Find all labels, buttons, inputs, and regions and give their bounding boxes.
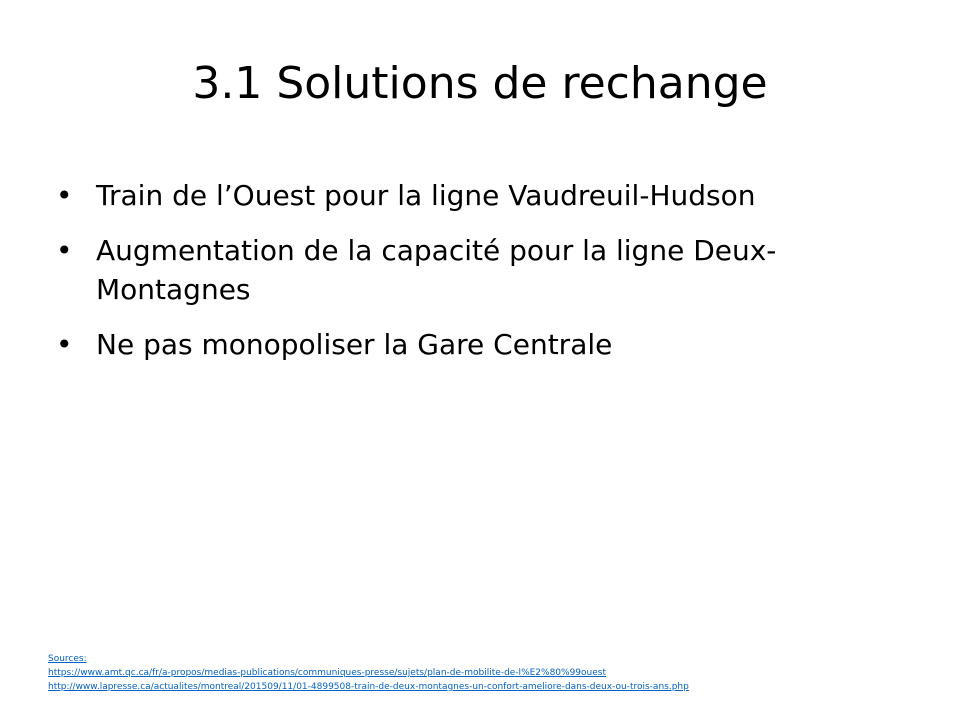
source-link-amt[interactable]: https://www.amt.qc.ca/fr/a-propos/medias-publications/communiques-presse/sujets/plan-de-mobilite-de-l%E2%80%99ouest (48, 668, 606, 678)
source-link-lapresse[interactable]: http://www.lapresse.ca/actualites/montreal/201509/11/01-4899508-train-de-deux-montagnes-un-confort-ameliore-dans-deux-ou-trois-ans.php (48, 682, 689, 692)
bullet-item (56, 231, 896, 309)
sources-label-link[interactable]: Sources: (48, 654, 87, 664)
sources-block (48, 652, 738, 694)
bullet-text: Augmentation de la capacité pour la ligne Deux-Montagnes (96, 234, 777, 306)
bullet-item (56, 325, 896, 364)
bullet-text: Ne pas monopoliser la Gare Centrale (96, 328, 613, 361)
bullet-item (56, 176, 896, 215)
bullet-icon: • (56, 179, 73, 212)
bullet-text: Train de l’Ouest pour la ligne Vaudreuil-Hudson (96, 179, 756, 212)
bullet-icon: • (56, 328, 73, 361)
slide-title: 3.1 Solutions de rechange (192, 58, 768, 109)
bullet-list (56, 176, 896, 380)
bullet-icon: • (56, 234, 73, 267)
